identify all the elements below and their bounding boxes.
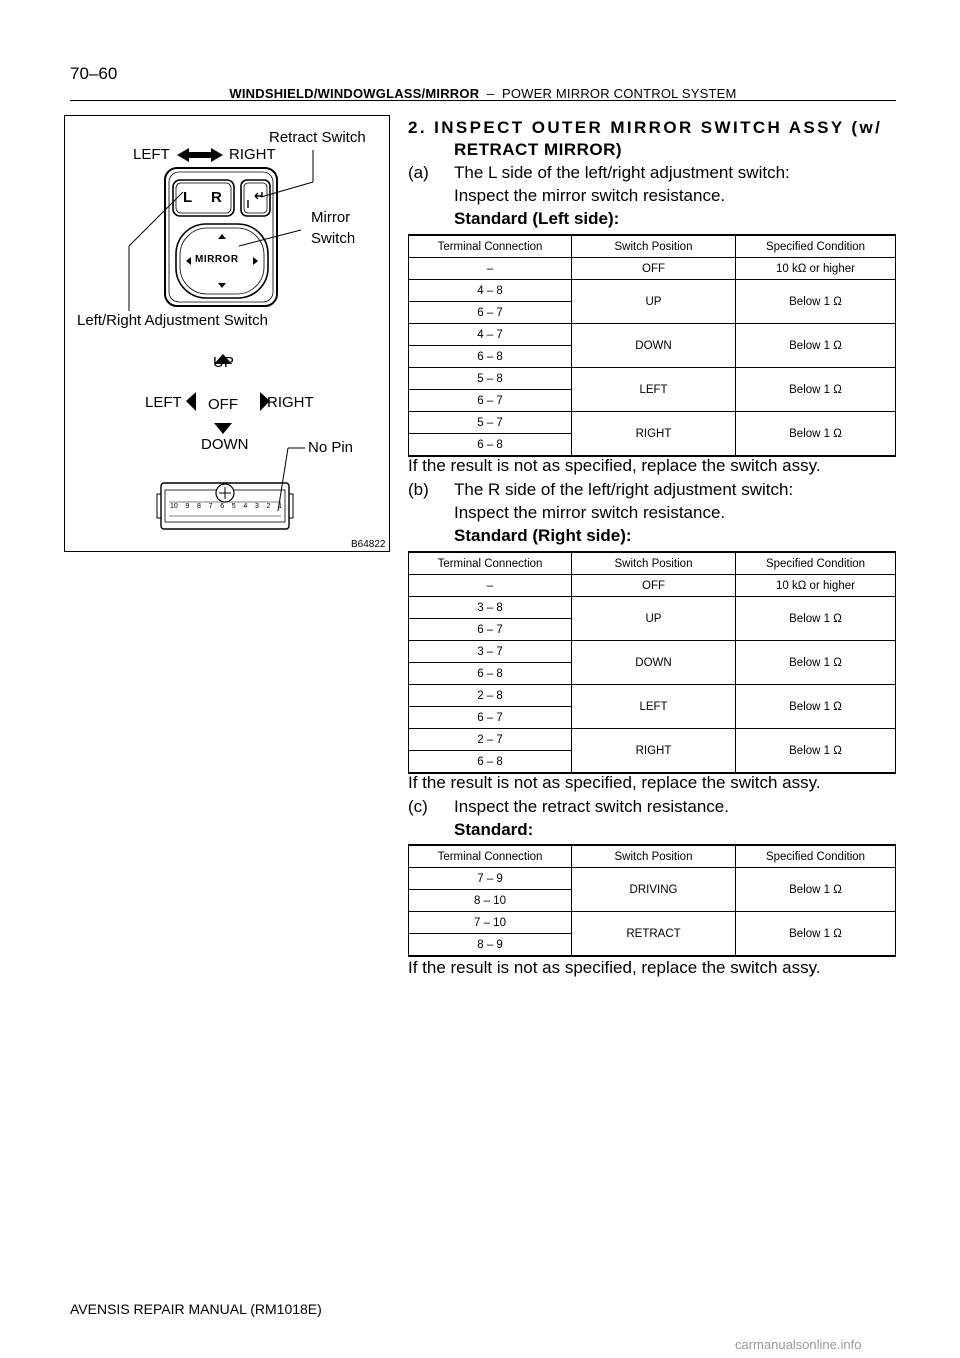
note-replace-3: If the result is not as specified, replace the switch assy. [408,958,821,977]
condition-cell: Below 1 Ω [736,324,896,368]
position-cell: DOWN [572,324,736,368]
label-mirror: Mirror [311,209,351,226]
table-header-row [409,845,896,868]
terminal-cell: 6 – 8 [409,751,572,774]
table-retract [408,844,896,957]
table-row [409,597,896,619]
substep-a-line2: Inspect the mirror switch resistance. [454,186,726,205]
header-rule [70,100,896,101]
condition-cell: Below 1 Ω [736,729,896,774]
position-cell: DRIVING [572,868,736,912]
note-replace-1: If the result is not as specified, replace the switch assy. [408,456,821,475]
label-left-dir: LEFT [145,394,182,411]
condition-cell: Below 1 Ω [736,412,896,457]
substep-a-label: (a) [408,163,429,182]
watermark: carmanualsonline.info [735,1337,862,1352]
table-header-row [409,552,896,575]
label-off: OFF [208,396,238,413]
terminal-cell: 8 – 10 [409,890,572,912]
header-section: WINDSHIELD/WINDOWGLASS/MIRROR [229,86,480,101]
terminal-cell: 5 – 7 [409,412,572,434]
terminal-cell: 8 – 9 [409,934,572,957]
condition-cell: Below 1 Ω [736,597,896,641]
standard-right-heading: Standard (Right side): [454,526,632,545]
condition-cell: 10 kΩ or higher [736,575,896,597]
page-footer: AVENSIS REPAIR MANUAL (RM1018E) [70,1301,322,1317]
dial-left-icon [186,257,191,265]
label-left: LEFT [133,146,170,163]
pin-label: 2 [266,503,271,510]
terminal-cell: 6 – 7 [409,707,572,729]
table-left-side [408,234,896,457]
terminal-cell: 4 – 7 [409,324,572,346]
header-dash: – [486,86,495,101]
table-row [409,280,896,302]
pin-label: 7 [208,503,213,510]
dial-up-icon [218,234,226,239]
down-arrow-icon [214,423,232,434]
terminal-cell: 2 – 8 [409,685,572,707]
substep-a-line1: The L side of the left/right adjustment switch: [454,163,790,182]
table-row [409,912,896,934]
terminal-cell: 6 – 7 [409,302,572,324]
label-lr-adjustment-switch: Left/Right Adjustment Switch [77,312,268,329]
condition-cell: Below 1 Ω [736,368,896,412]
label-up: UP [213,354,234,371]
table-row [409,641,896,663]
position-cell: DOWN [572,641,736,685]
col-header: Terminal Connection [409,235,572,258]
terminal-cell: – [409,575,572,597]
terminal-cell: 7 – 10 [409,912,572,934]
retract-key [241,180,270,216]
dial-mirror-text: MIRROR [195,254,239,265]
retract-icon [248,192,262,208]
position-cell: OFF [572,575,736,597]
terminal-cell: 6 – 7 [409,390,572,412]
terminal-cell: 6 – 8 [409,346,572,368]
substep-c-label: (c) [408,797,428,816]
pin-label: 1 [278,503,282,510]
pin-label: 4 [243,503,248,510]
pin-label: 5 [231,503,236,510]
pin-label: 10 [170,503,178,510]
terminal-cell: 6 – 7 [409,619,572,641]
label-down: DOWN [201,436,249,453]
position-cell: RETRACT [572,912,736,957]
condition-cell: Below 1 Ω [736,280,896,324]
col-header: Terminal Connection [409,552,572,575]
col-header: Terminal Connection [409,845,572,868]
substep-c-line1: Inspect the retract switch resistance. [454,797,729,816]
key-l-label: L [183,189,193,206]
label-retract-switch: Retract Switch [269,129,366,146]
terminal-cell: 7 – 9 [409,868,572,890]
terminal-cell: 3 – 8 [409,597,572,619]
substep-b-label: (b) [408,480,429,499]
table-row [409,685,896,707]
label-switch: Switch [311,230,356,247]
terminal-cell: 6 – 8 [409,663,572,685]
condition-cell: Below 1 Ω [736,868,896,912]
position-cell: OFF [572,258,736,280]
terminal-cell: 6 – 8 [409,434,572,457]
switch-diagram [65,116,391,553]
dial-right-icon [253,257,258,265]
terminal-cell: – [409,258,572,280]
key-r-label: R [211,189,222,206]
pin-label: 9 [185,503,190,510]
table-right-side [408,551,896,774]
standard-retract-heading: Standard: [454,820,534,839]
standard-left-heading: Standard (Left side): [454,209,620,228]
label-no-pin: No Pin [308,439,354,456]
col-header: Specified Condition [736,552,896,575]
dial-down-icon [218,283,226,288]
terminal-cell: 2 – 7 [409,729,572,751]
switch-figure [64,115,390,552]
substep-b-line2: Inspect the mirror switch resistance. [454,503,726,522]
position-cell: RIGHT [572,729,736,774]
condition-cell: Below 1 Ω [736,641,896,685]
terminal-cell: 4 – 8 [409,280,572,302]
header-subsection: POWER MIRROR CONTROL SYSTEM [501,86,737,101]
position-cell: LEFT [572,368,736,412]
position-cell: RIGHT [572,412,736,457]
table-row [409,868,896,890]
col-header: Switch Position [572,235,736,258]
position-cell: UP [572,597,736,641]
note-replace-2: If the result is not as specified, replace the switch assy. [408,773,821,792]
position-cell: LEFT [572,685,736,729]
left-arrow-icon [186,392,196,411]
page-header [70,86,896,101]
step-2-title-line2: RETRACT MIRROR) [454,140,623,159]
terminal-cell: 3 – 7 [409,641,572,663]
col-header: Switch Position [572,845,736,868]
condition-cell: 10 kΩ or higher [736,258,896,280]
page-number: 70–60 [70,64,118,83]
col-header: Switch Position [572,552,736,575]
col-header: Specified Condition [736,845,896,868]
table-row [409,575,896,597]
connector-pins [170,503,282,515]
label-right-dir: RIGHT [267,394,314,411]
pin-label: 8 [197,503,201,510]
pin-label: 3 [254,503,259,510]
table-row [409,729,896,751]
position-cell: UP [572,280,736,324]
col-header: Specified Condition [736,235,896,258]
terminal-cell: 5 – 8 [409,368,572,390]
table-row [409,324,896,346]
condition-cell: Below 1 Ω [736,685,896,729]
table-row [409,258,896,280]
table-row [409,412,896,434]
table-header-row [409,235,896,258]
label-right: RIGHT [229,146,276,163]
substep-b-line1: The R side of the left/right adjustment switch: [454,480,794,499]
table-row [409,368,896,390]
pin-label: 6 [220,503,225,510]
left-right-arrow-icon [177,148,223,162]
condition-cell: Below 1 Ω [736,912,896,957]
step-2-title-line1: 2. INSPECT OUTER MIRROR SWITCH ASSY (w/ [408,118,883,137]
figure-code: B64822 [351,539,386,550]
